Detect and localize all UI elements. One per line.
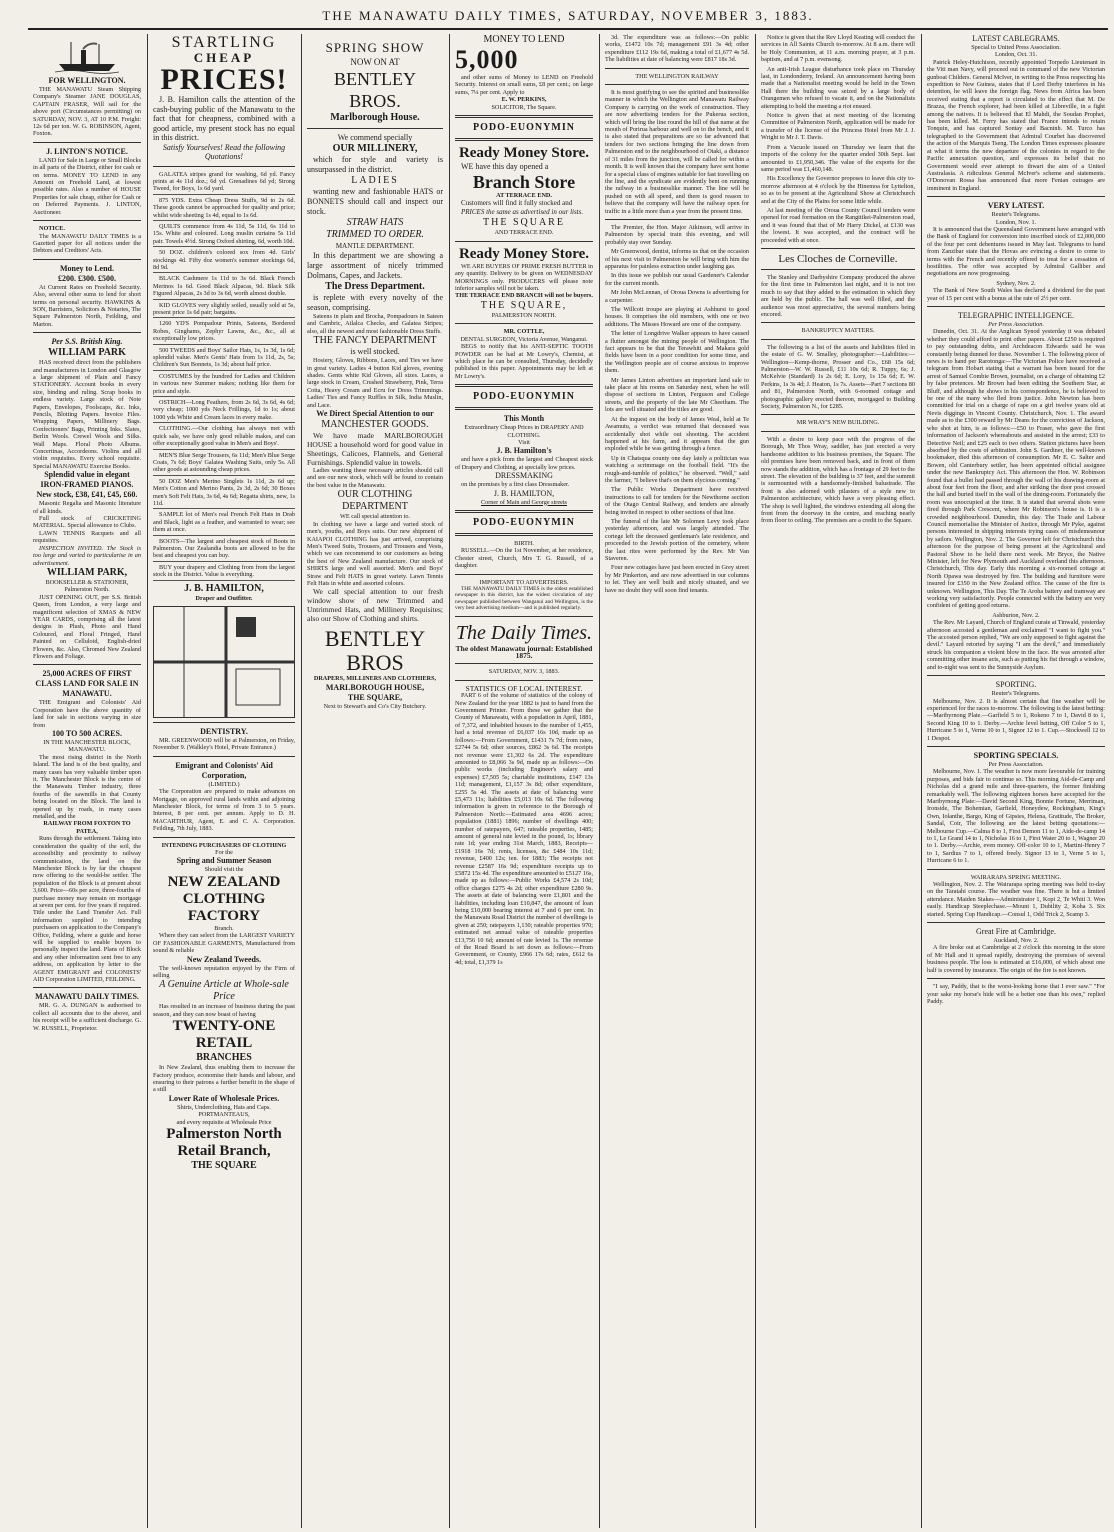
- col5-text-12: The funeral of the late Mr Solomen Levy took place yesterday afternoon, and was largely attended. The cortege left the deceased gentleman's late residence, and proceeded to the Jewish portion of the cemetery, where the last rites were performed by the Rev. Mr Van Staveren.: [605, 517, 749, 562]
- very-sub: Reuter's Telegrams.: [991, 211, 1041, 219]
- sporting-title: SPORTING.: [995, 680, 1037, 690]
- fancy-list: Hosiery, Gloves, Ribbons, Laces, and Ties we have in great variety. Ladies 4 button Kid gloves, evening shades. Gents white Kid Gloves, all sizes. Laces, a large stock in Cream, Crushed Strawberry, Pink, Terra Cotta, Heavy Cream and Ecru for Dress Trimmings. Ladies' Ties and Fancy Ruffles in Silk, India Muslin, and Lace.: [307, 357, 443, 409]
- price-item: SAMPLE lot of Men's real French Felt Hats in Drab and Black, light as a feather, and warranted to wear; see them at once.: [153, 511, 295, 535]
- nz-body-2: The well-known reputation enjoyed by the Firm of selling: [153, 964, 295, 979]
- telegraphic-title: TELEGRAPHIC INTELLIGENCE.: [958, 311, 1074, 320]
- dress-department: The Dress Department.: [325, 281, 425, 292]
- manchester-goods: MANCHESTER GOODS.: [321, 419, 429, 431]
- cable-sub: Special to United Press Association.: [971, 44, 1061, 51]
- cloches-body: The Stanley and Darbyshire Company produced the above for the first time in Palmerston last night, and it is not too much to say that they added to the estimation in which they are held by the public. The hall was well filled, and the audience was most appreciative, the several numbers being encored.: [761, 273, 915, 318]
- sporting-body: Melbourne, Nov. 2. It is almost certain that fine weather will be experienced for the races to-morrow. The following is the latest betting:—Maribyrnong Plate.—Garfield 5 to 1, Rokeno 7 to 1, David 8 to 1, Second King 10 to 1. Derby.—Archie level betting, Off Color 5 to 1, Hurricane 5 to 1, Verne 10 to 1, Signor 12 to 1. Cup.—Stockwell 12 to 1 Despot.: [927, 697, 1105, 742]
- ashburton-body: The Rev. Mr Layard, Church of England curate at Tinwald, yesterday afternoon accosted a gentleman and exclaimed "I want to fight you." The accosted person replied, "We are only supposed to fight against the devil." Layard retorted by saying "I am the devil," and immediately struck his companion a violent blow in the face. He was arrested after committing other insane acts, such as putting his fist through a window, and to-night was sent to the Sunnyside Asylum.: [927, 619, 1105, 671]
- the-square-footer: THE SQUARE,: [347, 692, 403, 702]
- acres-title: 25,000 ACRES OF FIRST CLASS LAND FOR SALE IN MANAWATU.: [35, 669, 139, 699]
- emigrant-sub: (LIMITED.): [208, 780, 240, 788]
- corner-line: Corner of Main and George streets: [481, 498, 567, 506]
- price-item: 50 DOZ. children's colored sox from 4d. Girls' stockings 4d. Fifty doz women's summer stockings 6d, 8d 9d.: [153, 249, 295, 273]
- month-body: Extraordinary Cheap Prices in DRAPERY AND CLOTHING.: [464, 424, 584, 439]
- park-body: HAS received direct from the publishers and manufacturers in London and Glasgow a large shipment of Plain and Fancy STATIONERY. Account books in every size, binding and ruling. Scrap books in endless variety. Large stock of Note Papers, Envelopes, Foolscaps, &c. Inks, Pencils, Blotting Papers. Invoice Files. Wrapping Papers, Millinery Bags. Confectioners' Bags, Printing Inks. Slates, Berlin Wools. Crewel Wools and Silks. Wall Maps. Floral Photo Albums. Concertinas, Accordeons. Violins and all violin requisites. Every school requisite. Special MANAWATU Exercise Books.: [33, 359, 141, 470]
- important-body: THE MANAWATU DAILY TIMES is the oldest established newspaper in this district, has the widest circulation of any newspaper published between Wanganui and Wellington, is the very best advertising medium—and is published regularly.: [455, 586, 593, 612]
- inspection-note: INSPECTION INVITED. The Stock is too large and varied to particularise in an advertisement.: [33, 544, 141, 567]
- visit-body: and have a pick from the largest and Cheapest stock of Drapery and Clothing, at specially low prices.: [455, 456, 593, 471]
- money-amount: 5,000: [455, 45, 519, 74]
- commend-line: We commend specially: [337, 133, 413, 142]
- cricket-ad: Full stock of CRICKETING MATERIAL. Special allowance to Clubs.: [33, 515, 141, 530]
- railway-body: Runs through the settlement. Taking into consideration the quality of the soil, the accessibility and proximity to railway communication, the land on the Manchester Block is by far the cheapest now offering to the would-be settler. The population of the Block is at present about 3,600. Price—60s per acre, three-fourths of purchase money may remain on mortgage at seven per cent. for five years if required. Title under the Land Transfer Act. Full information supplied to intending purchasers on application to the Company's Office, Feilding, where a guide and horse will be supplied to enable buyers to personally inspect the land. Plans of Block and any other information sent free to any address, on application by letter to the AGENT EMIGRANT and COLONISTS' AID Corporation LIMITED, FEILDING.: [33, 835, 141, 983]
- palmerston-branch: Palmerston North Retail Branch,: [166, 1125, 282, 1159]
- column-6: [756, 34, 920, 1528]
- hamilton-sub: Draper and Outfitter.: [195, 594, 253, 602]
- telegraphic-body: Dunedin, Oct. 31. At the Anglican Synod yesterday it was debated whether they could afford to print other papers. About £250 is required to pay outstanding debts, and Archdeacon Edwards said he was constantly being dunned for these. November 1. The following piece of news is to hand per Rarotonga:—The Victorian Police have received a telegram from Hobart stating that a warrant has been issued for the arrest of Samuel Combie Brown, journalist, on a charge of obtaining £2 by false pretences. Mr Brown had been editing the Southern Star, at Bluff, and although he shows in his correspondence, he is believed to be one of the many who fled from justice. John Newton has been committed for trial on a charge of rape on a girl twelve years old at Nevis diggings in Vincent County. Christchurch, Nov. 1. The award made as to the £300 reward by Mr Deans for the conviction of Jackson, who shot at him, is as follows:—£50 to Fraser, who gave the first information of Jackson's whereabouts and assisted in the arrest; £33 to Detective Neil; and £25 each to two others. Station pictures have been absorbed by the costs of arbitration. John S. Gardiner, the well-known bookmaker, died this afternoon of consumption. Mr E. C. Salter and Bowen, old Canterbury settler, has been appointed official assignee under the new Bankruptcy Act. This afternoon the Hon. W. Robinson found that a bullet had passed through the wall of his drawing-room at about four feet from the floor, and after striking the door post crossed the hall and buried itself in the wall of the dining-room. Fortunately the room was unoccupied at the time. It is stated that several shots were fired through Park Crescent, where Mr Robinson's house is. It is a crowded neighbourhood. Dunedin, this day. The Trade and Labour Council memorialise the Minister of Justice, through Mr Pyke, against persons interested in shipping interests trying cases of misdemeanour by sailors. Wellington, Nov. 2. The Governor left for Christchurch this afternoon for the purpose of being present at the Agricultural and Pastoral Show to be held there next week. Mr Bryce, the Native Minister, left for New Plymouth and Auckland overland this afternoon. Christchurch, This day. Early this morning a six-roomed cottage at North Opawa was destroyed by fire. The building and furniture were insured for £350 in the New Zealand office. The cause of the fire is unknown. Wellington, This Day. The Te Aroha battery and tramway are working very satisfactorily. People connected with the battery are very confident of getting good returns.: [927, 328, 1105, 610]
- sporting-sub: Reuter's Telegrams.: [991, 690, 1041, 698]
- money-body: At Current Rates on Freehold Security. Also, several other sums to lend for short terms on personal security. HAWKINS & SON, Barristers, Solicitors & Notaries, The Square Palmerston North, Feilding, and Marton.: [33, 283, 141, 328]
- dress-body: is replete with every novelty of the season, comprising.: [307, 293, 443, 312]
- portmanteaus-line: PORTMANTEAUS,: [198, 1111, 250, 1119]
- jbh-name: J. B. Hamilton's: [496, 446, 552, 456]
- price-item: 875 YDS. Extra Cheap Dress Stuffs, 9d to 2s 6d. These goods cannot be approached for quality and price; whilst wide sheeting 1s 4d, equal to 1s 6d.: [153, 197, 295, 221]
- clothing-department: OUR CLOTHING DEPARTMENT: [337, 489, 413, 513]
- satisfy-line: Satisfy Yourselves! Read the following Quotations!: [162, 142, 286, 161]
- col5-text-13: Four new cottages have just been erected in Grey street by Mr Pinkerton, and are now advertised in our columns to let. They are well built and nicely situated, and we have no doubt they will soon find tenants.: [605, 564, 749, 594]
- butter-buyers: WE ARE BUYERS OF PRIME FRESH BUTTER in any quantity. Delivery to be given on WEDNESDAY MORNINGS only. PRODUCERS will please note inferior samples will not be taken.: [455, 262, 593, 293]
- cottle-sub: DENTAL SURGEON, Victoria Avenue, Wanganui.: [460, 335, 588, 343]
- dressmaking-body: on the premises by a first class Dressmaker.: [461, 481, 570, 489]
- very-body: It is announced that the Queensland Government have arranged with the Bank of England for conversion into inscribed stock of £2,000,000 of the four per cent debentures issued in May last. Telegrams to hand from Zanzibar state that the Hovas are evincing a desire to come to terms with the French and recently offered to treat for a cessation of hostilities. The offer was accepted by Admiral Galliber and negotiations are now progressing.: [927, 225, 1105, 278]
- cable-title: LATEST CABLEGRAMS.: [972, 34, 1060, 43]
- park2-name: WILLIAM PARK,: [46, 566, 128, 578]
- intending-season: Spring and Summer Season: [176, 856, 272, 866]
- location-map: [153, 606, 295, 718]
- perkins-name: E. W. PERKINS,: [501, 96, 547, 104]
- square-label: THE SQUARE: [191, 1159, 257, 1171]
- ashburton-date: Ashburton, Nov. 2.: [992, 611, 1040, 619]
- price-item: 500 TWEEDS and Boys' Sailor Hats, 1s, 1s 3d, 1s 6d; splendid value. Men's Gents' Hats from 1s 11d, 2s, 5s; Children's Sun Bonnets, 1s 3d; about half price.: [153, 347, 295, 371]
- railway-title: THE WELLINGTON RAILWAY: [635, 72, 719, 80]
- col5-text-3: Mr Greenwood, dentist, informs us that on the occasion of his next visit to Palmerston he will bring with him the apparatus for painless extraction under laughing gas.: [605, 248, 749, 270]
- price-item: OSTRICH—Long Feathers, from 2s 6d, 3s 6d, 4s 6d; very cheap; 1000 yds Neck Frillings, 1d to 1s; about 1000 yds White and Cream laces in every make.: [153, 399, 295, 423]
- ladies-2: Ladies wanting these necessary articles should call and see our new stock, which will be found to contain the best value in the Manawatu.: [307, 467, 443, 489]
- terrace-end: AT TERRACE END.: [496, 192, 552, 200]
- opening-body: JUST OPENING OUT, per S.S. British Queen, from London, a very large and magnificent selection of XMAS & NEW YEAR CARDS, comprising all the latest designs in Plush, Photo and Hand Coloured, and Floral Fringed, Hand Painted on Celluloid, English-dried Flowers, &c. Also, Chromed New Zealand Flowers and Foliage.: [33, 593, 141, 660]
- clothing-sub: WE call special attention to.: [340, 513, 410, 521]
- fancy-department: THE FANCY DEPARTMENT: [313, 335, 437, 347]
- this-month: This Month: [503, 414, 545, 424]
- wairarapa-title: WAIRARAPA SPRING MEETING.: [970, 873, 1062, 881]
- the-square: THE SQUARE: [483, 217, 565, 229]
- linton-title: J. LINTON'S NOTICE.: [46, 146, 128, 156]
- price-item: BLACK Cashmere 1s 11d to 3s 6d. Black French Merinos 1s 6d. Good Black Alpacas, 9d. Black Silk Figured Alpacas, 2s 3d to 3s 6d, worth almost double.: [153, 275, 295, 299]
- acres-block: IN THE MANCHESTER BLOCK, MANAWATU.: [43, 739, 131, 754]
- ready-money-store: Ready Money Store.: [458, 145, 590, 162]
- nz-body: Where they can select from the LARGEST VARIETY OF FASHIONABLE GARMENTS, Manufactured from sound & reliable: [153, 932, 295, 955]
- fire-body: A fire broke out at Cambridge at 2 o'clock this morning in the store of Mr Hall and it spread rapidly, destroying the premises of several business people. The loss is estimated at £16,000, of which about one half is covered by insurance. The origin of the fire is not known.: [927, 944, 1105, 974]
- col5-text-11: The Public Works Department have received instructions to call for tenders for the Newthorne section of the Otago Central Railway, and tenders are already being invited in respect to other sections of that line.: [605, 486, 749, 516]
- specials-sub: Per Press Association.: [988, 760, 1044, 768]
- emigrant-body: The Corporation are prepared to make advances on Mortgage, on approved rural lands within and adjoining Manchester Block, for terms of from 3 to 5 years. Interest, 8 per cent. per annum. Apply to D. H. MACARTHUR, Agent, E. and C. A. Corporation. Feilding, 7th July, 1883.: [153, 788, 295, 833]
- tennis-ad: LAWN TENNIS Racquets and all requisites.: [33, 529, 141, 545]
- street-map-diagram: [154, 607, 294, 717]
- palmerston-north: PALMERSTON NORTH.: [491, 311, 557, 319]
- ready-body: WE have this day opened a: [461, 162, 549, 172]
- mantle-body: In this department we are showing a large assortment of nicely trimmed Dolmans, Capes, and Jackets.: [307, 251, 443, 280]
- park-title: Per S.S. British King.: [51, 337, 123, 347]
- col6-text-1: Notice is given that the Rev Lloyd Keating will conduct the services in All Saints Church to-morrow. At 8 a.m. there will be Holy Communion, at 11 a.m. morning prayer, at 3 p.m. baptism, and at 7 p.m. evensong.: [761, 34, 915, 64]
- podo-euonymin-3: PODO-EUONYMIN: [473, 516, 575, 528]
- money-amounts: £200. £300. £500.: [58, 273, 116, 283]
- acres-more: The most rising district in the North Island. The land is of the best quality, and many cases has very valuable timber upon it. The Manchester Block is the centre of the Manawatu Timber industry, three fourths of the sawmills in that County being located on the Block. The land is opened up by roads, in many cases metalled, and the: [33, 753, 141, 821]
- price-item: COSTUMES by the hundred for Ladies and Children in various new Summer makes; nothing like them for price and style.: [153, 373, 295, 397]
- cottle-name: MR. COTTLE,: [503, 328, 545, 336]
- park-name: WILLIAM PARK: [48, 347, 126, 359]
- branches-label: BRANCHES: [196, 1052, 252, 1064]
- podo-euonymin-2: PODO-EUONYMIN: [473, 391, 575, 403]
- prices-heading: PRICES!: [160, 63, 288, 96]
- wairarapa-body: Wellington, Nov. 2. The Wairarapa spring meeting was held to-day on the Taratahi course. The weather was fine. There is but a limited attendance. Maiden Stakes—Administrator 1, Kopi 2, Te Whiti 3. Won easily. Handicap Steeplechase.—Mount 1, Dubility 2, Koha 3. Six started. Spring Cup Handicap.—Consul 1, Odd Trick 2, Scamp 3.: [927, 881, 1105, 918]
- dress-list: Sateens in plain and Brocha, Pompadours in Sateen and Cambric, Atlalca Checks, and Galatea Stripes; also, all the newest and most fashionable Dress Stuffs.: [307, 313, 443, 335]
- col5-text-7: The letter of Longdrive Walker appears to have caused a flutter amongst the mining people of Wellington. The fact appears to be that the Terawhiti and Makara gold fields have been in a poor condition for some time, and the Wellington people are of course anxious to improve them.: [605, 330, 749, 375]
- times-body: MR. G. A. DUNGAN is authorised to collect all accounts due to the above, and his receipt will be a sufficient discharge. G. W. RUSSELL, Proprietor.: [33, 1002, 141, 1032]
- the-square-3: THE SQUARE,: [480, 299, 568, 311]
- price-item: 1260 YD'S Pompadour Prints, Sateens, Bordered Robes, Ginghams, Zephyr Lawns, &c., &c., all at exceptionally low prices.: [153, 320, 295, 344]
- money-to-lend-heading: MONEY TO LEND: [483, 34, 565, 45]
- intending-visit: Should visit the: [204, 866, 244, 874]
- column-4: [450, 34, 598, 1528]
- our-millinery: OUR MILLINERY,: [332, 143, 418, 154]
- col6-text-2: An anti-Irish League disturbance took place on Thursday last, in Londonderry, Ireland. An announcement having been made that a Nationalist meeting would be held in the Town Hall there the building was seized by a large body of Orangemen who refused to vacate it, and on the Nationalists attempting to hold the meeting a riot ensued.: [761, 65, 915, 110]
- bentley-bros-heading: BENTLEY BROS.: [334, 69, 416, 111]
- specials-body: Melbourne, Nov. 1. The weather is now more favourable for training purposes, and bids fair to continue so. This morning Aid-de-Camp and Nicholas did a grand mile and three-quarters, the former finishing remarkably well. The following eighteen horses have accepted for the Maribyrnong Plate:—David Second King, Bonnie Fortune, Merriman, Ironside, The Bohemian, Garfield, Honeydew, Rockingham, King's Own, Iolanthe, Bargo, King of Gipsies, Helena, Gratitude, The Broker, Sandal, Coir, The following are the latest betting quotations:—Melbourne Cup.—Calma 8 to 1, First Demon 11 to 1, Aide-de-camp 14 to 1, Le Grand 14 to 1, Nicholas 16 to 1, First Water 20 to 1, Wagner 20 to 1. Derby.—Archie, even money. Off-color 10 to 1, Martini-Henry 7 to 1, Sardius 7 to 1, offered freely. Signor 13 to 1, Verne 5 to 1, Hurricane 6 to 1.: [927, 768, 1105, 865]
- money-title: Money to Lend.: [60, 263, 114, 273]
- nz-body-4: In New Zealand, thus enabling them to increase the Factory produce, economise their hands and labour, and ensuring to their patrons a further benefit in the shape of a still: [153, 1064, 295, 1094]
- marlborough-house-footer: MARLBOROUGH HOUSE,: [325, 682, 425, 692]
- branch-store: Branch Store: [472, 172, 576, 193]
- terrace-note: THE TERRACE END BRANCH will not be buyers.: [455, 292, 593, 300]
- stats-body: PART 6 of the volume of statistics of the colony of New Zealand for the year 1882 is just to hand from the Government Printer. From these we gather that the County of Manawatu, with a population in April, 1881, of 7,372, and inhabited houses to the number of 1,455, had a total revenue of £6,037 16s 10d, made up as follows:—From Government, £1431 7s 7d; from rates, £2744 5s 6d; other sources, £862 3s 6d. The receipts not revenue were £1,302 6s 2d. The expenditure amounted to £8,066 3s 9d, made up as follows:—On public works (including Engineer's salary and expenses) £7,505 5s; chartable institutions, £147 13s 11d; management, £1,157 3s 8d; other expenditure, £255 5s 4d. The assets at date of balancing were £5,473 11s; liabilities £5,013 10s 6d. The following information is given in reference to the Borough of Palmerston North:—Estimated area 4696 acres; population (1881) 1896; number of dwellings 400; number of ratepayers, 647; rateable properties, 1485; amount of general rate levied in the pound, 1s; library rate 1d; year ending 31st March, 1883, Receipts—£1918 16s 7d; rents, licenses, &c £484 10s 11d; revenue, £400 12s; ten. for 1883; The receipts not revenue £2587 16s 9d; expenditure receipts up to £5872 15s 4d. The expenditure amounted to £5127 16s, made up as follows:—Public Works £4,574 2s 10d; office charges £275 4s 2d; other expenditure £280 9s. The assets at date of balancing were £1,801 and the liabilities, including loan £10,847, the amount of loan being £10,000 bearing interest at 7 and 6 per cent. In the Manawatu Road District the number of dwellings is given at 250; ratepayers 1,130; rateable properties 970; estimated net annual value of rateable properties £13,756 10 6d; amount of rate levied 1s. The revenue of the Road Board is set down as follows:—From Government, or County, £966 17s 6d; rates, £612 6s 4d; total, £1,379 1s: [455, 692, 593, 966]
- price-item: QUILTS commence from 4s 11d, 5s 11d, 6s 11d to 15s. White and coloured. Long muslin curtains 5s 11d pair. Towels 4½d. Strong Oxford shirting, 6d, worth 10d.: [153, 223, 295, 247]
- birth-title: BIRTH.: [514, 539, 534, 547]
- fire-title: Great Fire at Cambridge.: [976, 927, 1056, 937]
- masonic-ad: Masonic Regalia and Masonic literature of all kinds.: [33, 500, 141, 515]
- price-item: GALATEA stripes grand for washing, 6d yd. Fancy prints at 4s 11d doz.; 6d yd. Grenadines 6d yd; Strong Tweed, for Boys, 1s 6d yard.: [153, 171, 295, 195]
- important-title: IMPORTANT TO ADVERTISERS.: [479, 578, 569, 586]
- price-item: KID GLOVES very slightly soiled, usually sold at 5s, present price 1s 6d pair; bargains.: [153, 302, 295, 319]
- col6-text-4: From a Vacuole issued on Thursday we learn that the imports of the colony for the quarter ended 30th Sept. last amounted to £1,950,346. The value of the exports for the same period was £1,460,148.: [761, 143, 915, 173]
- col5-text-9: At the inquest on the body of James Weal, held at Te Awamutu, a verdict was returned that deceased was accidentally shot while out shooting. The accident happened at his farm, and it appears that the gun exploded while he was getting through a fence.: [605, 415, 749, 453]
- oldest-journal: The oldest Manawatu journal: Established 1875.: [455, 643, 593, 661]
- sydney-body: The Bank of New South Wales has declared a dividend for the past year of 15 per cent with a bonus at the rate of 2½ per cent.: [927, 287, 1105, 302]
- cable-body: Patrick Heley-Hutchison, recently appointed Torpedo Lieutenant in the Viti man Navy, will proceed out in command of the new Victorian gunboat Childers. General McIver, in writing to the Press respecting his expedition to New Guinea, states that if Lord Derby interferes in his detention, he will leave the foreign flag. News from Africa has been received stating that a report is circulated to the effect that M. De Brazza, the French explorer, had been killed at Libreville, in a fight among the natives. It is believed that El Mahdi, the Soudan Prophet, has been killed. M. Ferry has stated that France intends to retain Tonquin, and has captured Sontay and Bacninh. M. Turco has telegraphed to the Government that Admiral Courbet has discovered the action of the Marquis Tseng. The London Times expresses pleasure at what it terms the new departure of the colonies in regard to the Pacific annexation question, and expresses its belief that no Government would ever attempt to thwart the aim of a United Australasia. A ridiculous General McIver's scheme and statements. O'Donovan Rossa has announced that more Fenian outrages are imminent in England.: [927, 58, 1105, 192]
- wray-body: With a desire to keep pace with the progress of the Borough, Mr Thos Wray, saddler, has just erected a very handsome addition to his business premises, the Square. The old premises have been removed back, and in front of them now stands the addition, which has a frontage of 29 feet to the street. The elevation of the building is 37 feet, and the summit is surmounted with a handsomely-finished balustrade. The front is also adorned with pilasters of a style new to Palmerston architecture, which have a very pleasing effect. The shop is well lighted, the windows extending all along the front from the doorway in the centre, and reaching nearly from floor to ceiling. The premises are a credit to the Square.: [761, 435, 915, 525]
- ladies-body: wanting new and fashionable HATS or BONNETS should call and inspect our stock.: [307, 187, 443, 216]
- lower-rate: Lower Rate of Wholesale Prices.: [168, 1093, 280, 1103]
- railway-title: RAILWAY FROM FOXTON TO PATEA,: [43, 820, 131, 835]
- railway-article: It is most gratifying to see the spirited and businesslike manner in which the Wellington and Manawatu Railway Company is carrying on the work of construction. They are now advertising tenders for the Pukerua section, which will bring the line round the hill of that name at the mouth of Porirua harbour and well on to the bench, and it is also stated that preparations are so far advanced that tenders for two sections bringing the line down from Palmerston end to the neighbourhood of Otaki, a distance of 31 miles from the junction, will be called for within a month. It is well known that the company have sent home for a special class of engines suitable for fast travelling on the line, and the syndicate are evidently bent on running the railway in a businesslike manner. The line will be pushed on with all speed, and there is good reason to believe that the company will have the railway open for traffic in a little more than a year from the present time.: [605, 89, 749, 215]
- paddy-joke: "I say, Paddy, that is the worst-looking horse that I ever saw." "For your sake my horse's hide will be a better one than his own," replied Paddy.: [927, 983, 1105, 1005]
- money-lend-body: and other sums of Money to LEND on Freehold Security. Interest on small sums, £8 per cent.; on large sums, 7¼ per cent. Apply to: [455, 74, 593, 96]
- specials-title: SPORTING SPECIALS.: [973, 750, 1059, 760]
- bankruptcy-body: The following is a list of the assets and liabilities filed in the estate of G. W. Smalley, photographer:—Liabilities:—Wellington—Kemp-thorne, Prosser and Co., £68 15s 6d; Palmerston—W. W. Russell, £11 10s 6d; R. Tuppy, 6s; J. McKelvie (Standard) 1s 2s 6d; E. Lory, 1s 15s 6d; E. W. Perkins, 1s 3s 4d; J. Heaton, 1s 7s. Assets—Part 7 sections 80 and 81, Palmerston North, with 6-roomed cottage and photographic gallery erected thereon, mortgaged to Building Society, Palmerston N., for £285.: [761, 343, 915, 411]
- col6-text-5: His Excellency the Governor proposes to leave this city to-morrow afternoon at 4 o'clock by the Hinemoa for Lyttelton, so as to be present at the Agricultural Show at Christchurch and at the City of the Plains for some little while.: [761, 175, 915, 205]
- hamilton-signature: J. B. HAMILTON,: [184, 582, 264, 594]
- cheap-heading: CHEAP: [193, 50, 255, 65]
- intending-title: INTENDING PURCHASERS OF CLOTHING: [161, 841, 287, 849]
- intending-for: For the: [215, 849, 233, 857]
- next-to-line: Next to Stewart's and Co's City Butchery.: [323, 702, 427, 710]
- perkins-sub: SOLICITOR, The Square.: [491, 103, 557, 111]
- column-5: [600, 34, 754, 1528]
- podo-euonymin-1: PODO-EUONYMIN: [473, 122, 575, 134]
- col5-text-6: The Willcott troupe are playing at Ashhurst to good houses. It comprises the old members, with one or two additions. The Misses Howard are one of the company.: [605, 306, 749, 328]
- issue-date: SATURDAY, NOV. 3, 1883.: [488, 668, 560, 676]
- price-item: BUY your drapery and Clothing from from the largest stock in the District. Value is everything.: [153, 564, 295, 581]
- daily-times-title: The Daily Times.: [455, 621, 593, 644]
- notice-body: The MANAWATU DAILY TIMES is a Gazetted paper for all notices under the Debtors and Creditors' Acts.: [33, 232, 141, 255]
- tweeds-label: New Zealand Tweeds.: [186, 954, 262, 964]
- column-2: [148, 34, 300, 1528]
- price-item: MEN'S Blue Serge Trousers, 6s 11d; Men's Blue Serge Coats, 7s 6d; Boys' Galatea Washing Suits, only 5s. All other goods at astounding cheap prices.: [153, 452, 295, 476]
- col5-text-2: The Premier, the Hon. Major Atkinson, will arrive in Palmerston by special train this evening, and will probably stay over Sunday.: [605, 223, 749, 246]
- newspaper-page: [28, 34, 1110, 1528]
- times-title: MANAWATU DAILY TIMES.: [35, 992, 139, 1002]
- nz-body-3: Has resulted in an increase of business during the past season, and they can now boast of having: [153, 1003, 295, 1018]
- wray-title: MR WRAY'S NEW BUILDING.: [796, 419, 880, 427]
- prices-same: PRICES the same as advertised in our lists.: [461, 208, 584, 217]
- hamilton-intro: J. B. Hamilton calls the attention of the cash-buying public of the Manawatu to the fact that for cheapness, combined with a good article, my present stock has no equal in this district.: [153, 95, 295, 142]
- customers-line: Customers will find it fully stocked and: [461, 199, 573, 208]
- visit-label: Visit: [518, 438, 530, 446]
- birth-body: RUSSELL.—On the 1st November, at her residence, Chester street, Church, Mrs T. G. Russell, of a daughter.: [455, 547, 593, 570]
- column-7: [922, 34, 1110, 1528]
- dentistry-body: MR. GREENWOOD will be at Palmerston, on Friday, November 9. (Walkley's Hotel, Private Entrance.): [153, 737, 295, 752]
- genuine-article: A Genuine Article at Whole-sale Price: [159, 979, 289, 1003]
- dentistry-title: DENTISTRY.: [200, 727, 248, 736]
- shirts-line: Shirts, Underclothing, Hats and Caps.: [177, 1103, 271, 1111]
- linton-body: LAND for Sale in Large or Small Blocks in all parts of the District, either for cash or on terms. MONEY TO LEND in any Amount on Freehold Land, at lowest possible rates. Also a number of HOUSE Properties for sale cheap, either for Cash or on Deferred Payments. J. LINTON, Auctioneer.: [33, 156, 141, 216]
- nz-factory-title: NEW ZEALAND CLOTHING FACTORY: [167, 873, 281, 924]
- stats-title: STATISTICS OF LOCAL INTEREST.: [465, 683, 583, 693]
- price-item: BOOTS—The largest and cheapest stock of Boots in Palmerston. Our Zealandia boots are allowed to be the best and cheapest you can buy.: [153, 538, 295, 562]
- ready-money-store-2: Ready Money Store.: [458, 245, 590, 262]
- price-item: 50 DOZ Men's Merino Singlets 1s 11d, 2s 6d up; Men's Cotton and Merino Pants, 2s 3d, 2s 6d; 30 Boxes men's Soft Felt Hats, 3s 6d, 4s 6d; Regatta shirts, new, 1s 11d.: [153, 478, 295, 510]
- very-date: London, Nov. 1.: [995, 218, 1037, 226]
- very-latest: VERY LATEST.: [987, 201, 1045, 211]
- notice-title: NOTICE.: [39, 225, 65, 233]
- column-3: [302, 34, 448, 1528]
- cable-date: London, Oct. 31.: [994, 51, 1038, 59]
- col6-text-3: Notice is given that at next meeting of the licensing Committee of Palmerston North, application will be made for a transfer of the license of the Princess Hotel from Mr J. J. Wright to Mr J. T. Davis.: [761, 112, 915, 142]
- trimmed-to-order: TRIMMED TO ORDER.: [326, 229, 424, 240]
- col5-text-8: Mr James Linton advertises an important land sale to take place at his rooms on Saturday next, when he will dispose of sections in Linton, Ferguson and College streets, and the property of the late Mr Cheetham. The lots are well situated and the titles are good.: [605, 376, 749, 414]
- branch-label: Branch.: [214, 924, 234, 932]
- newspaper-masthead: THE MANAWATU DAILY TIMES, SATURDAY, NOVEMBER 3, 1883.: [28, 6, 1108, 30]
- park2-sub: BOOKSELLER & STATIONER, Palmerston North.: [45, 578, 129, 594]
- steamship-icon: [55, 38, 119, 74]
- twenty-one-retail: TWENTY-ONE RETAIL: [172, 1018, 276, 1052]
- ship-notice: THE MANAWATU Steam Shipping Company's Steamer JANE DOUGLAS, CAPTAIN FRASER, Will sail for the above port (Circumstances permitting) on SATURDAY, NOV. 3, AT 10 P.M. Freight: 12s 6d per ton. W. G. ROBINSON, Agent, Foxton.: [33, 86, 141, 138]
- straw-hats: STRAW HATS: [346, 217, 404, 228]
- direct-attention: We Direct Special Attention to our: [316, 409, 434, 419]
- marlborough-house: Marlborough House.: [330, 112, 420, 123]
- price-item-list: [153, 171, 295, 581]
- bentley-bros-footer: BENTLEY BROS: [324, 626, 426, 676]
- manchester-body: We have made MARLBOROUGH HOUSE a household word for good value in Sheetings, Calicoes, Flannels, and General Furnishings. Splendid value in towels.: [307, 431, 443, 468]
- and-terrace: AND TERRACE END.: [494, 229, 554, 237]
- bankruptcy-title: BANKRUPTCY MATTERS.: [801, 327, 875, 335]
- mantle-heading: MANTLE DEPARTMENT.: [335, 242, 415, 250]
- special-attention: We call special attention to our fresh window show of new Trimmed and Untrimmed Hats, and Millinery Requisites; also our Show of Clothing and shirts.: [307, 587, 443, 624]
- col5-text-5: Mr John McLennan, of Oroua Downs is advertising for a carpenter.: [605, 289, 749, 304]
- sydney-date: Sydney, Nov. 2.: [996, 279, 1036, 287]
- requisite-line: and every requisite at Wholesale Price: [176, 1118, 272, 1126]
- fancy-sub: is well stocked.: [350, 347, 400, 357]
- price-item: CLOTHING.—Our clothing has always met with quick sale, we have only good reliable makes, and can offer exceptionally good value in Men's and Boys'.: [153, 425, 295, 449]
- now-on-at: NOW ON AT: [350, 57, 400, 67]
- col5-text-1: 3d. The expenditure was as follows:—On public works, £1472 10s 7d; management £91 3s 4d; other expenditure £112 19s 6d, making a total of £1,677 4s 5d. The liabilities at date of balancing were £817 18s 3d.: [605, 34, 749, 64]
- acres-range: 100 TO 500 ACRES.: [52, 729, 122, 738]
- ladies-heading: LADIES: [351, 175, 399, 186]
- emigrant-title: Emigrant and Colonists' Aid Corporation,: [175, 760, 273, 780]
- cloches-title: Les Cloches de Corneville.: [778, 252, 898, 265]
- col5-text-10: Up in Chatsqua county one day lately a politician was watching a scrimmage on the football field. "It's the rough-and-tumble of politics," he observed. "Well," said the farmer, "I believe that's on them elycious coming.": [605, 454, 749, 484]
- clothing-body: In clothing we have a large and varied stock of men's, youths, and Boys suits. Our new shipment of KAIAPOI CLOTHING has just arrived, comprising Men's Tweed Suits, Trousers, and Trousers and Vests, which we can recommend to our customers as being the best of New Zealand manufacture. Our stock of SHIRTS large and well assorted. Men's and Boys' Straw and Felt HATS in great variety. Lawn Tennis Felt Hats in white and assorted colours.: [307, 520, 443, 587]
- jbh-name-2: J. B. HAMILTON,: [493, 488, 555, 498]
- dressmaking-label: DRESSMAKING: [495, 471, 553, 481]
- fire-date: Auckland, Nov. 2.: [993, 937, 1039, 945]
- spring-show: SPRING SHOW: [325, 40, 425, 55]
- ship-header: FOR WELLINGTON.: [48, 76, 126, 85]
- drapers-line: DRAPERS, MILLINERS AND CLOTHIERS,: [313, 675, 437, 683]
- acres-body: THE Emigrant and Colonists' Aid Corporation have the above quantity of land for sale in sections varying in size from: [33, 699, 141, 729]
- startling-heading: STARTLING: [171, 34, 277, 51]
- column-1: [28, 34, 146, 1528]
- telegraphic-sub: Per Press Association.: [988, 321, 1044, 328]
- cottle-body: BEGS to notify that his ANTI-SEPTIC TOOTH POWDER can be had at Mr Lowry's, Chemist, at which place he can be consulted, Thursday, decidedly published in this paper. Appointments may be left at Mr Lowry's.: [455, 343, 593, 380]
- col5-text-4: In this issue we publish our usual Gardener's Calendar for the current month.: [605, 272, 749, 287]
- commend-body: which for style and variety is unsurpassed in the district.: [307, 155, 443, 174]
- col6-text-6: At last meeting of the Oroua County Council tenders were opened for road formation on the Rangitikei-Palmerston road, and it was found that that of Mr Harry Dickel, at £130 was the lowest. It was accepted, and the contract will be proceeded with at once.: [761, 206, 915, 244]
- piano-ad: Splendid value in elegant IRON-FRAMED PIANOS. New stock, £38, £41, £45, £60.: [36, 470, 138, 500]
